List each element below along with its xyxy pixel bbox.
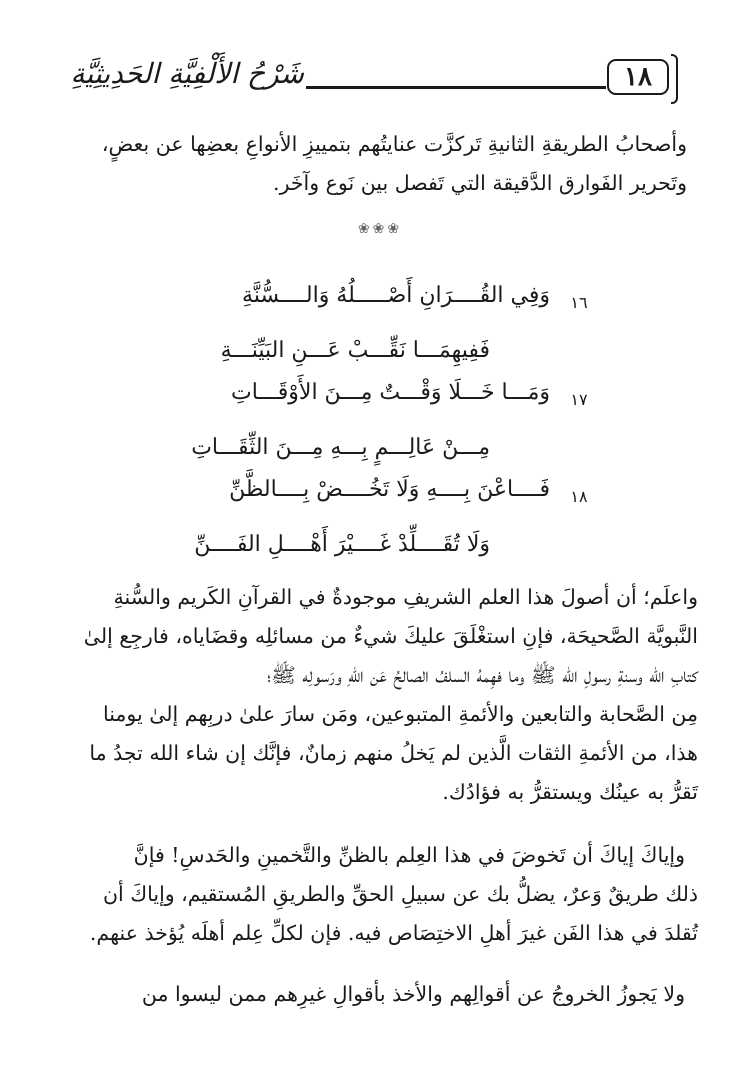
- page-header: [0, 0, 743, 120]
- verse-second-hemistich: فَفِيهِمَـــا نَقِّـــبْ عَـــنِ البَيِّنَـــةِ: [220, 338, 490, 363]
- body-line: واعلَم؛ أن أصولَ هذا العلم الشريفِ موجودةٌ في القرآنِ الكَريم والسُّنةِ: [113, 585, 698, 609]
- body-line: تُقلدَ في هذا الفَن غيرَ أهلِ الاختِصَاص فيه. فإن لكلِّ عِلم أهلَه يُؤخذ عنهم.: [89, 921, 698, 945]
- verse-first-hemistich: وَفِي القُــــرَانِ أَصْـــــلُهُ وَالــــسُّنَّةِ: [242, 283, 550, 308]
- header-rule: [306, 86, 606, 89]
- verse-second-hemistich: وَلَا تُقَــــلِّدْ غَــــيْرَ أَهْــــلِ الفَــــنِّ: [194, 532, 490, 557]
- body-line: وإياكَ إياكَ أن تَخوضَ في هذا العِلم بالظنِّ والتَّخمينِ والحَدسِ! فإنَّ: [133, 843, 685, 867]
- page-number: ١٨: [607, 59, 669, 95]
- verse-second-hemistich: مِـــنْ عَالِـــمٍ بِـــهِ مِـــنَ الثِّقَـــاتِ: [191, 435, 490, 460]
- verse-first-hemistich: فَــــاعْنَ بِــــهِ وَلَا تَخُــــضْ بِــــالظَّنِّ: [229, 477, 550, 502]
- verse-number: ١٦: [570, 293, 588, 312]
- body-line: كتابِ الله وسنةِ رسولِ الله ﷺ وما فهِمهُ السلفُ الصالحُ عَن اللهِ ورَسولِه ﷺ؛: [267, 663, 698, 687]
- body-line: تَقرُّ به عينُك ويستقرُّ به فؤادُك.: [442, 780, 698, 804]
- body-line: ذلك طريقٌ وَعرٌ، يضلُّ بك عن سبيلِ الحقِّ والطريقِ المُستقيم، وإياكَ أن: [102, 882, 698, 906]
- intro-line: وأصحابُ الطريقةِ الثانيةِ تَركزَّت عنايتُهم بتمييزِ الأنواعِ بعضِها عن بعضٍ،: [101, 132, 687, 156]
- body-line: هذا، من الأئمةِ الثقات الَّذين لم يَخلُ منهم زمانٌ، فإنَّك إن شاء الله تجدُ ما: [89, 741, 698, 765]
- running-title: شَرْحُ الأَلْفِيَّةِ الحَدِيثِيَّةِ: [70, 57, 304, 90]
- body-line: مِن الصَّحابة والتابعين والأئمةِ المتبوعين، ومَن سارَ علىٰ دربِهم إلىٰ يومنا: [102, 702, 698, 726]
- verse-number: ١٧: [570, 390, 588, 409]
- intro-line: وتَحرير الفَوارق الدَّقيقة التي تَفصل بين نَوع وآخَر.: [273, 171, 687, 195]
- body-line: النَّبويَّة الصَّحيحَة، فإنِ استغْلَقَ عليكَ شيءٌ من مسائلِه وقضَاياه، فارجِع إلىٰ: [83, 624, 698, 648]
- ornament-separator: ❀❀❀: [357, 221, 403, 237]
- body-line: ولا يَجوزُ الخروجُ عن أقوالِهم والأخذ بأقوالِ غيرِهم ممن ليسوا من: [141, 982, 685, 1006]
- verse-number: ١٨: [570, 487, 588, 506]
- verse-first-hemistich: وَمَـــا خَـــلَا وَقْـــتٌ مِـــنَ الأَوْقَـــاتِ: [231, 380, 550, 405]
